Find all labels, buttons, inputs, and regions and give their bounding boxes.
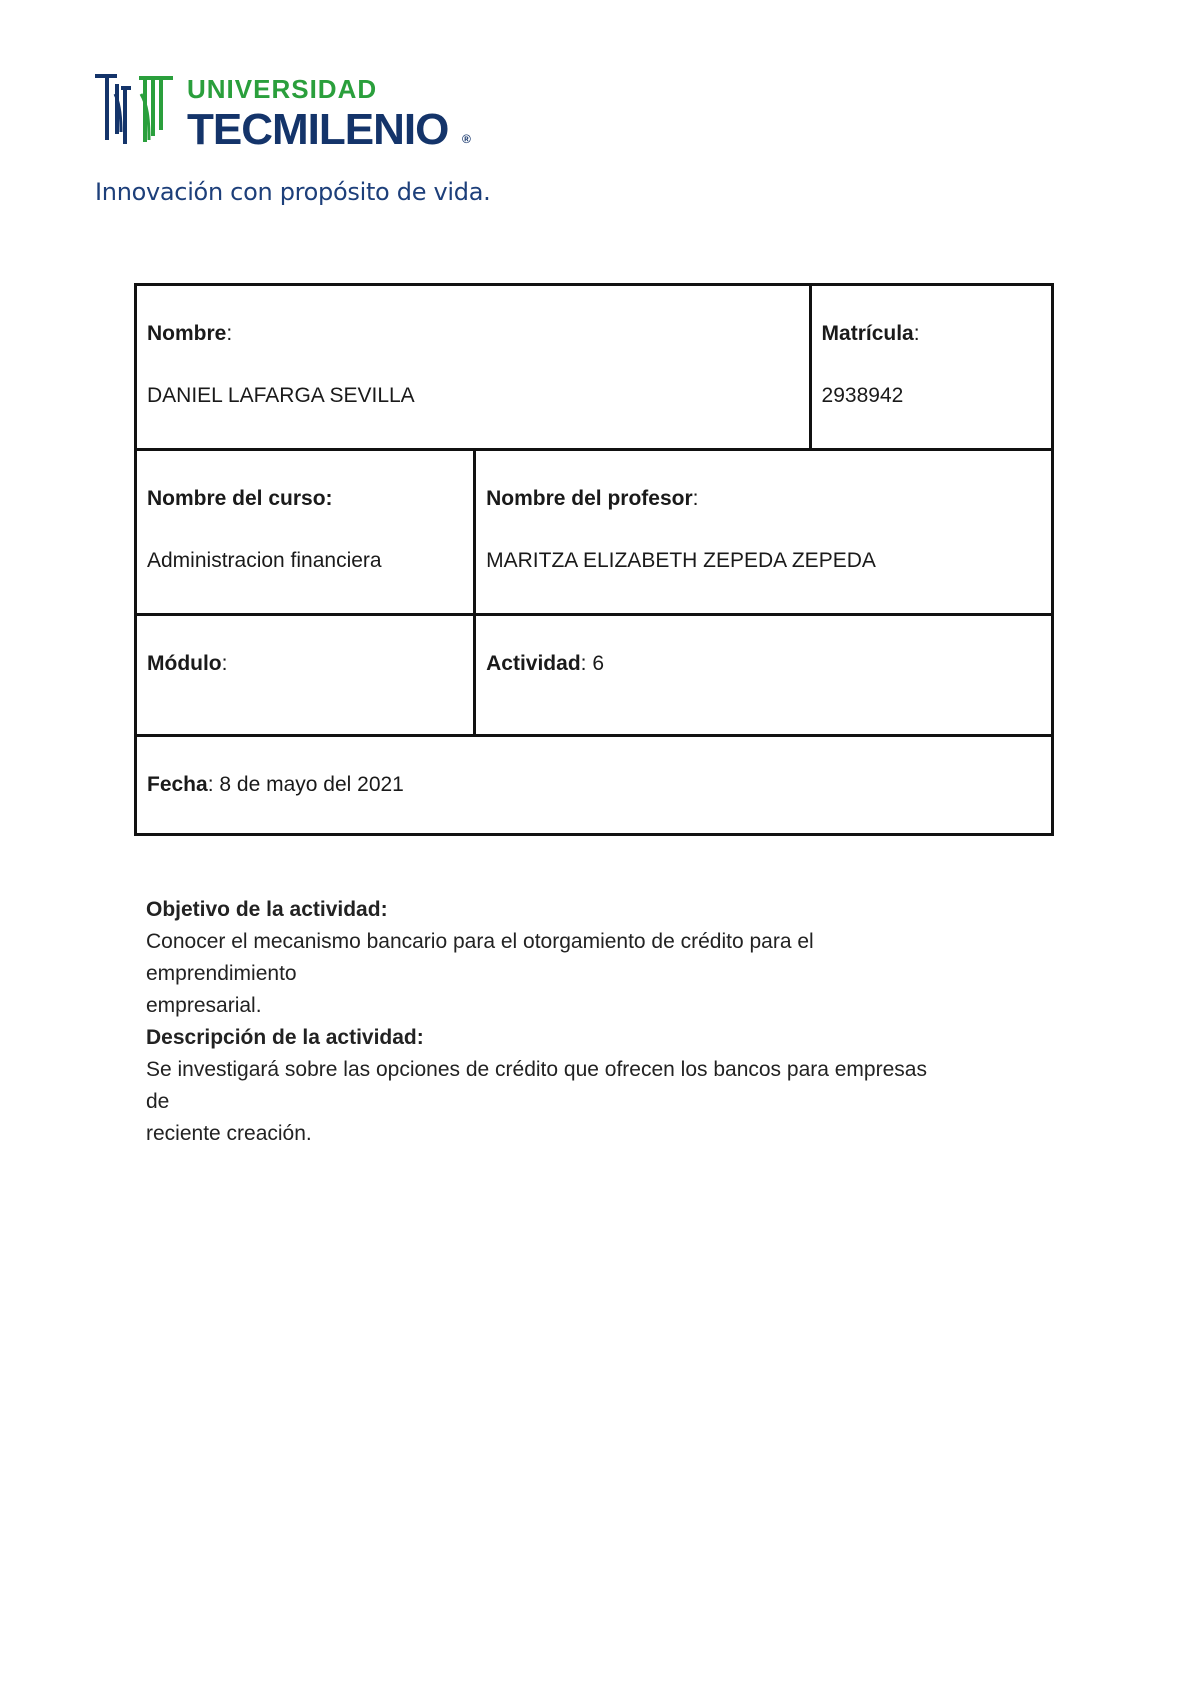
profesor-label: Nombre del profesor <box>486 487 693 510</box>
actividad-label: Actividad <box>486 652 581 675</box>
objetivo-line: empresarial. <box>146 994 262 1017</box>
registered-mark: ® <box>462 132 471 146</box>
modulo-label: Módulo <box>147 652 222 675</box>
nombre-label: Nombre <box>147 322 227 345</box>
profesor-value: MARITZA ELIZABETH ZEPEDA ZEPEDA <box>486 549 876 572</box>
tecmilenio-mark-icon <box>95 74 185 154</box>
actividad-cell <box>475 615 1053 736</box>
colon: : <box>692 487 699 510</box>
university-logo <box>95 72 495 212</box>
modulo-cell <box>136 615 475 736</box>
fecha-cell <box>136 736 1053 835</box>
student-info-table <box>134 283 1054 836</box>
colon: : <box>207 773 214 796</box>
logo-universidad-text: UNIVERSIDAD <box>187 74 378 104</box>
activity-description <box>146 894 1066 1150</box>
fecha-label: Fecha <box>147 773 208 796</box>
matricula-value: 2938942 <box>821 384 904 407</box>
descripcion-line: Se investigará sobre las opciones de crédito que ofrecen los bancos para empresas <box>146 1058 927 1081</box>
colon: : <box>226 322 233 345</box>
matricula-cell <box>810 285 1052 450</box>
objetivo-line: emprendimiento <box>146 962 297 985</box>
colon: : <box>221 652 228 675</box>
table-row <box>136 285 1053 450</box>
profesor-cell <box>475 450 1053 615</box>
descripcion-line: de <box>146 1090 170 1113</box>
table-row <box>136 450 1053 615</box>
matricula-label: Matrícula <box>821 322 914 345</box>
nombre-cell <box>136 285 811 450</box>
curso-cell <box>136 450 475 615</box>
colon: : <box>913 322 920 345</box>
nombre-value: DANIEL LAFARGA SEVILLA <box>147 384 415 407</box>
curso-value: Administracion financiera <box>147 549 382 572</box>
logo-tecmilenio-text: TECMILENIO <box>187 105 449 154</box>
curso-label: Nombre del curso: <box>147 487 333 510</box>
descripcion-line: reciente creación. <box>146 1122 312 1145</box>
table-row <box>136 615 1053 736</box>
table-row <box>136 736 1053 835</box>
descripcion-heading: Descripción de la actividad: <box>146 1026 424 1049</box>
logo-tagline: Innovación con propósito de vida. <box>95 178 491 206</box>
objetivo-heading: Objetivo de la actividad: <box>146 898 388 921</box>
objetivo-line: Conocer el mecanismo bancario para el otorgamiento de crédito para el <box>146 930 814 953</box>
actividad-value: 6 <box>592 652 605 675</box>
fecha-value: 8 de mayo del 2021 <box>219 773 404 796</box>
colon: : <box>580 652 587 675</box>
